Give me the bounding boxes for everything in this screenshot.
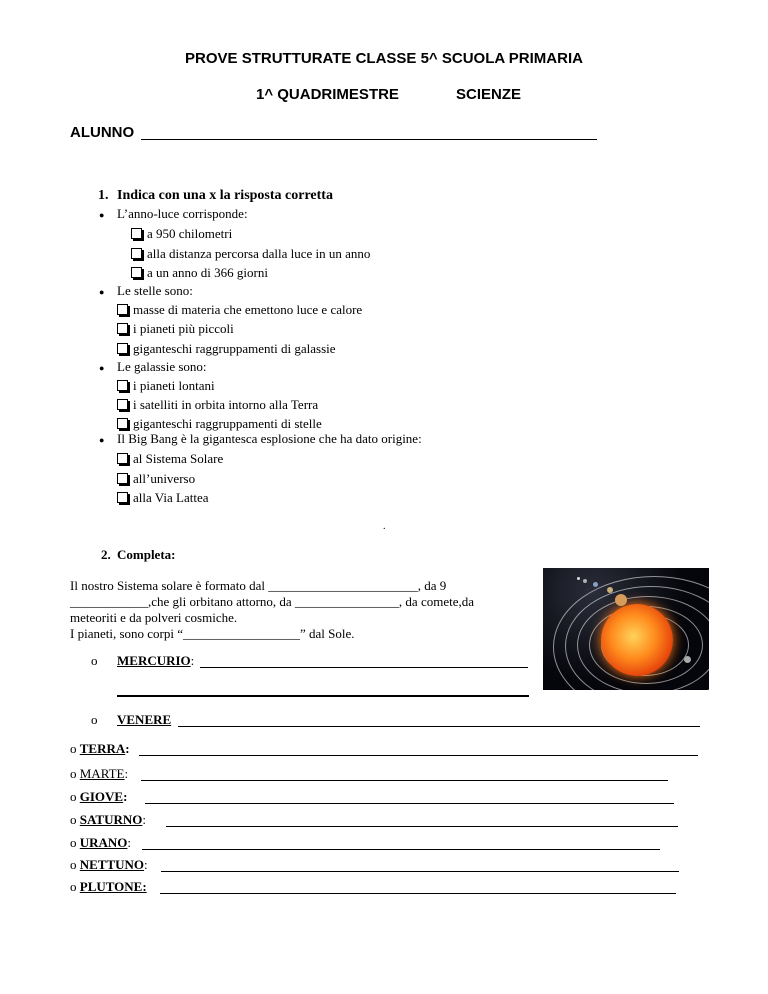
option-4-2[interactable]: all’universo — [117, 471, 195, 487]
label-venere: VENERE — [117, 712, 172, 727]
question-4: Il Big Bang è la gigantesca esplosione che ha dato origine: — [117, 431, 422, 446]
planet-icon — [684, 656, 691, 663]
student-name-line[interactable] — [141, 139, 597, 140]
marker-venere: o — [91, 712, 98, 727]
quarter-label: 1^ QUADRIMESTRE — [256, 86, 399, 103]
label-mercurio: MERCURIO: — [117, 653, 195, 668]
checkbox-icon[interactable] — [117, 304, 128, 315]
student-label: ALUNNO — [70, 124, 135, 141]
label-nettuno: o NETTUNO: — [70, 857, 148, 872]
question-3: Le galassie sono: — [117, 359, 207, 374]
answer-line-nettuno[interactable] — [161, 871, 679, 872]
bullet-icon: ● — [99, 363, 105, 373]
option-2-3[interactable]: giganteschi raggruppamenti di galassie — [117, 341, 336, 357]
planet-icon — [583, 579, 587, 583]
separator-dot: . — [383, 521, 386, 532]
section1-title: Indica con una x la risposta corretta — [117, 188, 333, 203]
label-plutone: o PLUTONE: — [70, 879, 147, 894]
answer-line-venere[interactable] — [178, 726, 700, 727]
option-2-2[interactable]: i pianeti più piccoli — [117, 321, 234, 337]
planet-icon — [607, 587, 613, 593]
bullet-icon: ● — [99, 435, 105, 445]
section2-title: Completa: — [117, 547, 176, 562]
checkbox-icon[interactable] — [117, 380, 128, 391]
answer-line-terra[interactable] — [139, 755, 698, 756]
bullet-icon: ● — [99, 287, 105, 297]
checkbox-icon[interactable] — [131, 267, 142, 278]
checkbox-icon[interactable] — [117, 343, 128, 354]
answer-line-marte[interactable] — [141, 780, 668, 781]
solar-system-image — [543, 568, 709, 690]
planet-icon — [577, 577, 580, 580]
option-4-3[interactable]: alla Via Lattea — [117, 490, 209, 506]
bullet-icon: ● — [99, 210, 105, 220]
checkbox-icon[interactable] — [117, 323, 128, 334]
marker-mercurio: o — [91, 653, 98, 668]
option-4-1[interactable]: al Sistema Solare — [117, 451, 223, 467]
answer-line-mercurio[interactable] — [200, 667, 528, 668]
label-saturno: o SATURNO: — [70, 812, 146, 827]
answer-line-saturno[interactable] — [166, 826, 678, 827]
option-1-1[interactable]: a 950 chilometri — [131, 226, 232, 242]
option-3-2[interactable]: i satelliti in orbita intorno alla Terra — [117, 397, 318, 413]
section2-number: 2. — [101, 547, 111, 562]
option-2-1[interactable]: masse di materia che emettono luce e calore — [117, 302, 362, 318]
sun-icon — [601, 604, 673, 676]
question-1: L’anno-luce corrisponde: — [117, 206, 248, 221]
paragraph-line-2: ____________,che gli orbitano attorno, da ________________, da comete,da — [70, 594, 475, 609]
planet-icon — [615, 594, 627, 606]
answer-line-plutone[interactable] — [160, 893, 676, 894]
answer-line-urano[interactable] — [142, 849, 660, 850]
checkbox-icon[interactable] — [131, 248, 142, 259]
label-terra: o TERRA: — [70, 741, 130, 756]
checkbox-icon[interactable] — [117, 399, 128, 410]
checkbox-icon[interactable] — [117, 418, 128, 429]
label-marte: o MARTE: — [70, 766, 129, 781]
checkbox-icon[interactable] — [117, 492, 128, 503]
answer-line-giove[interactable] — [145, 803, 674, 804]
paragraph-line-3: meteoriti e da polveri cosmiche. — [70, 610, 238, 625]
page-title: PROVE STRUTTURATE CLASSE 5^ SCUOLA PRIMARIA — [185, 50, 583, 67]
paragraph-line-1: Il nostro Sistema solare è formato dal _______________________, da 9 — [70, 578, 447, 593]
checkbox-icon[interactable] — [131, 228, 142, 239]
checkbox-icon[interactable] — [117, 473, 128, 484]
paragraph-line-4: I pianeti, sono corpi “__________________” dal Sole. — [70, 626, 355, 641]
checkbox-icon[interactable] — [117, 453, 128, 464]
option-1-2[interactable]: alla distanza percorsa dalla luce in un anno — [131, 246, 370, 262]
planet-icon — [593, 582, 598, 587]
label-giove: o GIOVE: — [70, 789, 128, 804]
option-1-3[interactable]: a un anno di 366 giorni — [131, 265, 268, 281]
label-urano: o URANO: — [70, 835, 132, 850]
option-3-1[interactable]: i pianeti lontani — [117, 378, 215, 394]
subject-label: SCIENZE — [456, 86, 522, 103]
option-3-3[interactable]: giganteschi raggruppamenti di stelle — [117, 416, 322, 432]
section1-number: 1. — [98, 188, 109, 203]
question-2: Le stelle sono: — [117, 283, 193, 298]
answer-line-mercurio-2[interactable] — [117, 695, 529, 697]
